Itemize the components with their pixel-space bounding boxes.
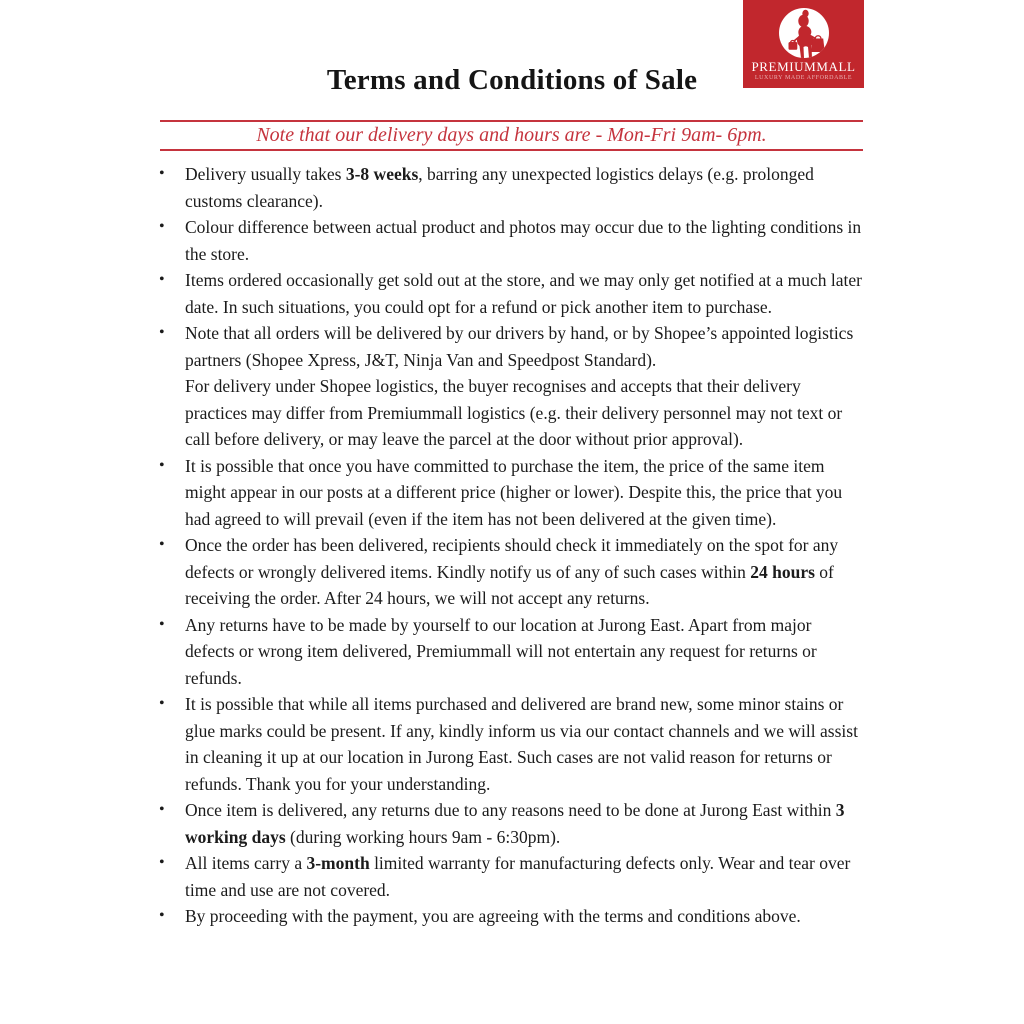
page-title: Terms and Conditions of Sale <box>326 64 698 96</box>
terms-item: • Delivery usually takes 3-8 weeks, barring any unexpected logistics delays (e.g. prolonged customs clearance). <box>157 161 865 214</box>
terms-item: • It is possible that once you have committed to purchase the item, the price of the same item might appear in our posts at a different price (higher or lower). Despite this, the price that you had agreed to will prevail (even if the item has not been delivered at the given time). <box>157 453 865 533</box>
delivery-note: Note that our delivery days and hours are - Mon-Fri 9am- 6pm. <box>256 124 767 146</box>
terms-item: • Once the order has been delivered, recipients should check it immediately on the spot for any defects or wrongly delivered items. Kindly notify us of any of such cases within 24 hours of receiving the order. After 24 hours, we will not accept any returns. <box>157 532 865 612</box>
brand-name: PREMIUMMALL <box>751 59 856 74</box>
brand-tagline: LUXURY MADE AFFORDABLE <box>754 75 853 81</box>
terms-item: • It is possible that while all items purchased and delivered are brand new, some minor stains or glue marks could be present. If any, kindly inform us via our contact channels and we will assist in cleaning it up at our location in Jurong East. Such cases are not valid reason for returns or refunds. Thank you for your understanding. <box>157 691 865 797</box>
terms-item: • Any returns have to be made by yourself to our location at Jurong East. Apart from major defects or wrong item delivered, Premiummall will not entertain any request for returns or refunds. <box>157 612 865 692</box>
terms-item: • Colour difference between actual product and photos may occur due to the lighting conditions in the store. <box>157 214 865 267</box>
terms-item: • Items ordered occasionally get sold out at the store, and we may only get notified at a much later date. In such situations, you could opt for a refund or pick another item to purchase. <box>157 267 865 320</box>
woman-with-shopping-bags-icon <box>779 8 829 58</box>
terms-item: • By proceeding with the payment, you are agreeing with the terms and conditions above. <box>157 903 865 930</box>
terms-item: • Note that all orders will be delivered by our drivers by hand, or by Shopee’s appointed logistics partners (Shopee Xpress, J&T, Ninja Van and Speedpost Standard). For delivery under Shopee logistics, the buyer recognises and accepts that their delivery practices may differ from Premiummall logistics (e.g. their delivery personnel may not text or call before delivery, or may leave the parcel at the door without prior approval). <box>157 320 865 453</box>
terms-list <box>157 161 865 930</box>
delivery-note-band <box>160 120 863 151</box>
terms-item: • All items carry a 3-month limited warranty for manufacturing defects only. Wear and tear over time and use are not covered. <box>157 850 865 903</box>
terms-item: • Once item is delivered, any returns due to any reasons need to be done at Jurong East within 3 working days (during working hours 9am - 6:30pm). <box>157 797 865 850</box>
